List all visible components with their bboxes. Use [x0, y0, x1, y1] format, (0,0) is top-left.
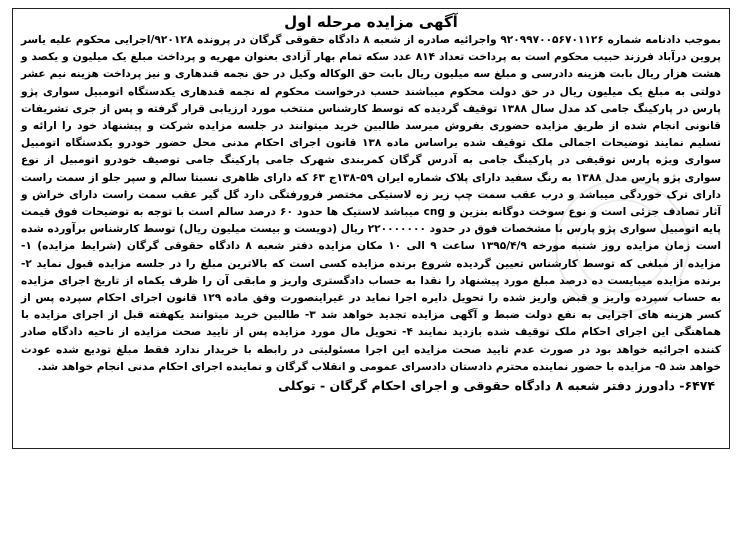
notice-clipping: [12, 8, 730, 449]
notice-body: بموجب دادنامه شماره ۹۲۰۹۹۷۰۰۵۶۷۰۱۱۲۶ واجرائیه صادره از شعبه ۸ دادگاه حقوقی گرگان در پرونده ۹۲۰۱۲۸/اجرایی محکوم علیه یاسر پروین درآباد فرزند حبیب محکوم است به پرداخت تعداد ۸۱۴ عدد سکه تمام بهار آزادی بعنوان مهریه و پرداخت مبلغ یک میلیون و یکصد و هشت هزار ریال بابت هزینه دادرسی و مبلغ سه میلیون ریال بابت حق الوکاله وکیل در حق نجمه قندهاری و نیز پرداخت هزینه نیم عشر دولتی به مبلغ یک میلیون ریال در حق دولت محکوم میباشند حسب درخواست محکوم له نجمه قندهاری یکدستگاه اتومبیل سواری پژو پارس در پارکینگ جامی کد مدل سال ۱۳۸۸ توقیف گردیده که توسط کارشناس منتخب مورد ارزیابی قرار گرفته و پس از جری تشریفات قانونی انجام شده از طریق مزایده حضوری بفروش میرسد طالبین خرید میتوانند در جلسه مزایده شرکت و پیشنهاد خود را ارائه و تسلیم نمایند توضیحات اجمالی ملک توقیف شده براساس ماده ۱۳۸ قانون اجرای احکام مدنی محل حضور خودرو یکدستگاه اتومبیل سواری ویژه پارس توقیفی در پارکینگ جامی به آدرس گرگان کمربندی شهرک جامی پارکینگ جامی توصیف خودرو اتومبیل از نوع سواری پژو پارس مدل ۱۳۸۸ به رنگ سفید دارای پلاک شماره ایران ۵۹-۱۳۸ج ۶۳ که دارای ظاهری نسبتا سالم و سپر جلو از سمت راست دارای ترک خوردگی میباشد و درب عقب سمت چپ زیر زه لاستیکی مختصر فرورفتگی دارد گل گیر عقب سمت راست دارای خراش و آثار تصادف جزئی است و نوع سوخت دوگانه بنزین و cng میباشد لاستیک ها حدود ۶۰ درصد سالم است با توجه به توضیحات فوق قیمت پایه اتومبیل سواری پژو پارس با مشخصات فوق در حدود ۲۲۰۰۰۰۰۰۰ ریال (دویست و بیست میلیون ریال) توسط کارشناس برآورده شده است زمان مزایده روز شنبه مورخه ۱۳۹۵/۴/۹ ساعت ۹ الی ۱۰ مکان مزایده دفتر شعبه ۸ دادگاه حقوقی گرگان (شرایط مزایده) ۱- مزایده از مبلغی که توسط کارشناس تعیین گردیده شروع برنده مزایده کسی است که بالاترین مبلغ را در جلسه مزایده قبول نماید ۲- برنده مزایده میبایست ده درصد مبلغ مورد پیشنهاد را نقدا به حساب دادگستری واریز و مابقی آن را ظرف یکماه از تاریخ اجرای مزایده به حساب سپرده واریز و قبض واریز شده را تحویل دایره اجرا نماید در غیراینصورت وفق ماده ۱۲۹ قانون اجرای احکام سپرده پس از کسر هزینه های اجرایی به نفع دولت ضبط و آگهی مزایده تجدید خواهد شد ۳- طالبین خرید میتوانند یکهفته قبل از اجرای مزایده با هماهنگی این اجرای احکام ملک توقیف شده بازدید نمایند ۴- تحویل مال مورد مزایده پس از تایید صحت مزایده از ناحیه دادگاه صادر کننده اجرائیه خواهد بود در صورت عدم تایید صحت مزایده این اجرا مسئولیتی در رابطه با خریدار ندارد فقط مبلغ تودیع شده عودت خواهد شد ۵- مزایده با حضور نماینده محترم دادستان دادسرای عمومی و انقلاب گرگان و نماینده اجرای احکام مدنی انجام خواهد شد.: [21, 34, 721, 373]
notice-title: آگهی مزایده مرحله اول: [284, 13, 458, 31]
notice-footer: ۶۴۷۴- دادورز دفتر شعبه ۸ دادگاه حقوقی و اجرای احکام گرگان - توکلی: [278, 378, 715, 394]
